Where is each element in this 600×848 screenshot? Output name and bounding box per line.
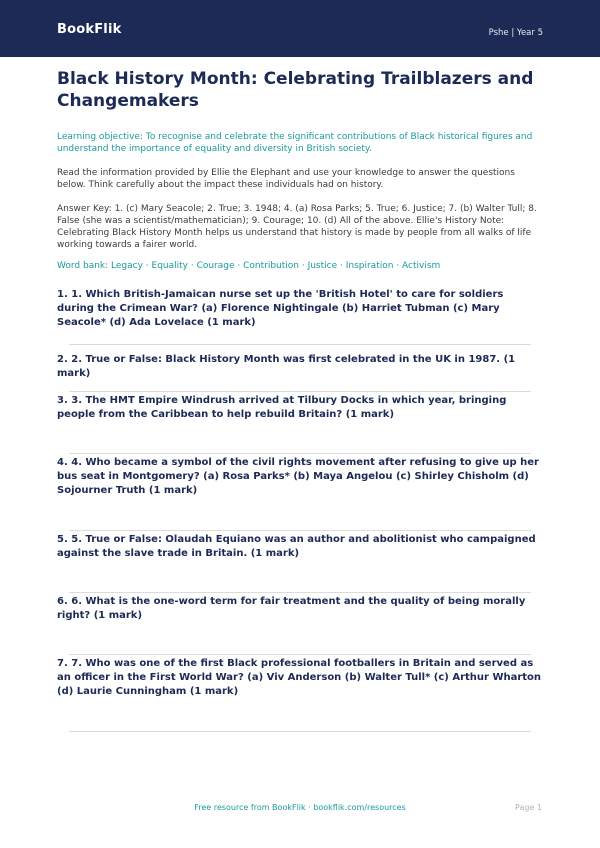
question-text: 5. 5. True or False: Olaudah Equiano was an author and abolitionist who campaigned against the slave trade in Britain. (1 mark) — [57, 534, 536, 559]
answer-key: Answer Key: 1. (c) Mary Seacole; 2. True; 3. 1948; 4. (a) Rosa Parks; 5. True; 6. Justice; 7. (b) Walter Tull; 8. False (she was a scientist/mathematician); 9. Courage; 10. (d) All of the above. Ellie's History Note: Celebrating Black History Month helps us understand that history is made by people from all walks of life working towards a fairer world. — [57, 204, 537, 250]
footer-source: Free resource from BookFlik · bookflik.com/resources — [194, 803, 406, 812]
question-text: 1. 1. Which British-Jamaican nurse set up the 'British Hotel' to care for soldiers during the Crimean War? (a) Florence Nightingale (b) Harriet Tubman (c) Mary Seacole* (d) Ada Lovelace (1 mark) — [57, 289, 504, 328]
question-text: 3. 3. The HMT Empire Windrush arrived at Tilbury Docks in which year, bringing people from the Caribbean to help rebuild Britain? (1 mark) — [57, 395, 507, 420]
question-item — [57, 392, 543, 453]
brand-logo: BookFlik — [57, 22, 122, 37]
question-item — [57, 593, 543, 654]
question-text: 7. 7. Who was one of the first Black professional footballers in Britain and served as an officer in the First World War? (a) Viv Anderson (b) Walter Tull* (c) Arthur Wharton (d) Laurie Cunningham (1 mark) — [57, 658, 542, 697]
word-bank: Word bank: Legacy · Equality · Courage · Contribution · Justice · Inspiration · Activism — [57, 261, 441, 271]
question-text: 4. 4. Who became a symbol of the civil rights movement after refusing to give up her bus seat in Montgomery? (a) Rosa Parks* (b) Maya Angelou (c) Shirley Chisholm (d) Sojourner Truth (1 mark) — [57, 457, 539, 496]
question-item — [57, 655, 543, 731]
question-item — [57, 531, 543, 592]
question-item — [57, 454, 543, 530]
page-title: Black History Month: Celebrating Trailblazers and Changemakers — [57, 69, 534, 111]
subject-year-label: Pshe | Year 5 — [488, 28, 543, 38]
question-item — [57, 345, 543, 391]
instructions: Read the information provided by Ellie the Elephant and use your knowledge to answer the questions below. Think carefully about the impact these individuals had on history. — [57, 168, 515, 190]
question-list — [57, 288, 543, 732]
page-number: Page 1 — [515, 803, 542, 812]
question-text: 6. 6. What is the one-word term for fair treatment and the quality of being morally right? (1 mark) — [57, 596, 526, 621]
question-item — [57, 288, 543, 344]
answer-line[interactable] — [69, 731, 531, 732]
page-header — [0, 0, 600, 57]
learning-objective: Learning objective: To recognise and celebrate the significant contributions of Black historical figures and understand the importance of equality and diversity in British society. — [57, 132, 533, 154]
worksheet-content — [57, 57, 543, 732]
question-text: 2. 2. True or False: Black History Month was first celebrated in the UK in 1987. (1 mark) — [57, 354, 516, 379]
